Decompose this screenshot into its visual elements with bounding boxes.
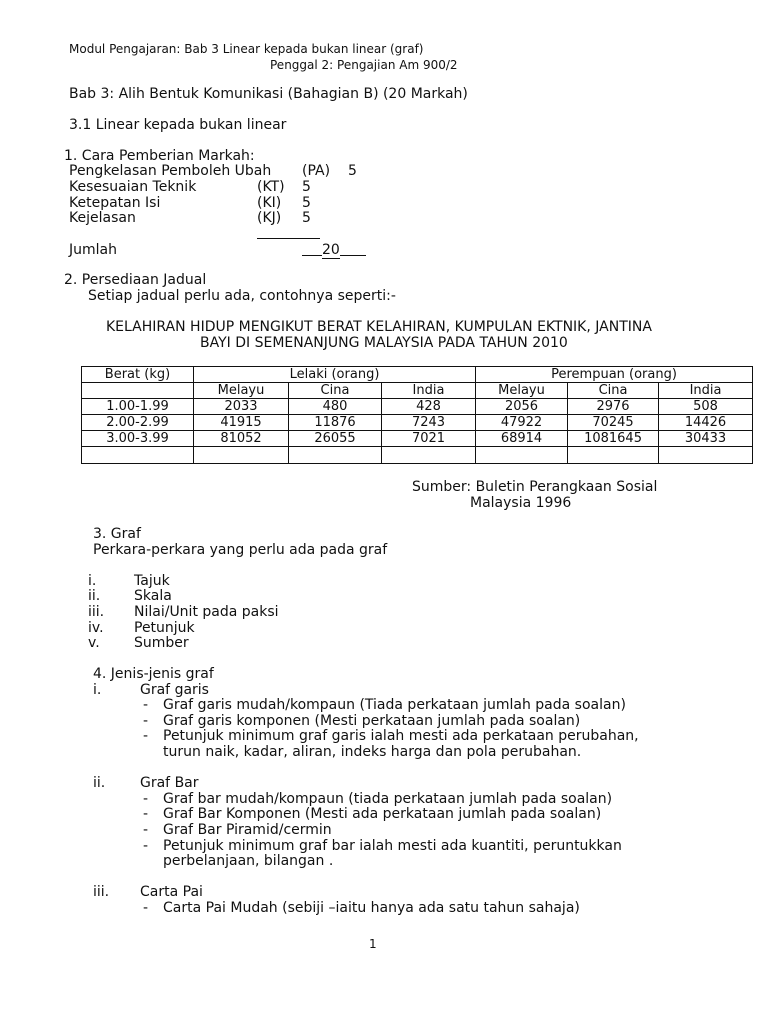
- table-cell: 3.00-3.99: [82, 431, 194, 447]
- bullet-dash: -: [143, 806, 149, 822]
- header-weight: Berat (kg): [82, 367, 194, 383]
- graph-item-num: v.: [88, 635, 100, 651]
- table-cell: [659, 447, 753, 464]
- total-value-wrap: [302, 242, 366, 259]
- table-cell: [194, 447, 289, 464]
- table-cell: 47922: [476, 415, 568, 431]
- bullet-dash: -: [143, 697, 149, 713]
- marking-code-kj: (KJ): [257, 210, 282, 226]
- graph-item-num: iii.: [88, 604, 105, 620]
- marking-mark-kt: 5: [302, 179, 311, 195]
- table-cell: 11876: [289, 415, 382, 431]
- bar-graph-bullet: Graf bar mudah/kompaun (tiada perkataan jumlah pada soalan): [163, 791, 613, 807]
- marking-code-ki: (KI): [257, 195, 282, 211]
- subheader-cell: India: [659, 383, 753, 399]
- table-cell: 508: [659, 399, 753, 415]
- table-cell: 14426: [659, 415, 753, 431]
- table-cell: 1081645: [568, 431, 659, 447]
- marking-code-kt: (KT): [257, 179, 285, 195]
- subtotal-rule: [257, 238, 320, 239]
- line-graph-bullet: Graf garis mudah/kompaun (Tiada perkataan jumlah pada soalan): [163, 697, 626, 713]
- table-cell: [476, 447, 568, 464]
- table-title-line2: BAYI DI SEMENANJUNG MALAYSIA PADA TAHUN 2010: [200, 335, 568, 351]
- table-header-row: [82, 367, 753, 383]
- graph-item-num: ii.: [88, 588, 101, 604]
- term-header: Penggal 2: Pengajian Am 900/2: [270, 58, 458, 72]
- table-cell: 26055: [289, 431, 382, 447]
- pie-chart-num: iii.: [93, 884, 110, 900]
- table-cell: 7243: [382, 415, 476, 431]
- section-title: 3.1 Linear kepada bukan linear: [69, 117, 287, 133]
- table-cell: 68914: [476, 431, 568, 447]
- table-cell: 2033: [194, 399, 289, 415]
- marking-label-kj: Kejelasan: [69, 210, 136, 226]
- bullet-dash: -: [143, 728, 149, 744]
- bar-graph-continuation: perbelanjaan, bilangan .: [163, 853, 334, 869]
- line-graph-bullet: Petunjuk minimum graf garis ialah mesti ada perkataan perubahan,: [163, 728, 639, 744]
- table-cell: [82, 447, 194, 464]
- marking-mark-kj: 5: [302, 210, 311, 226]
- bar-graph-num: ii.: [93, 775, 106, 791]
- table-section-heading: 2. Persediaan Jadual: [64, 272, 207, 288]
- total-blank-right: [340, 242, 366, 256]
- line-graph-title: Graf garis: [140, 682, 209, 698]
- header-female: Perempuan (orang): [476, 367, 753, 383]
- graph-heading: 3. Graf: [93, 526, 141, 542]
- bullet-dash: -: [143, 791, 149, 807]
- marking-heading: 1. Cara Pemberian Markah:: [64, 148, 255, 164]
- bullet-dash: -: [143, 713, 149, 729]
- header-male: Lelaki (orang): [194, 367, 476, 383]
- total-value: 20: [322, 242, 340, 258]
- table-cell: 81052: [194, 431, 289, 447]
- module-header: Modul Pengajaran: Bab 3 Linear kepada bukan linear (graf): [69, 42, 424, 56]
- subheader-cell: India: [382, 383, 476, 399]
- table-cell: [382, 447, 476, 464]
- table-cell: 1.00-1.99: [82, 399, 194, 415]
- line-graph-num: i.: [93, 682, 102, 698]
- marking-mark-ki: 5: [302, 195, 311, 211]
- table-cell: 30433: [659, 431, 753, 447]
- birth-weight-table: [81, 366, 753, 464]
- marking-code-pa: (PA): [302, 163, 331, 179]
- bar-graph-bullet: Petunjuk minimum graf bar ialah mesti ada kuantiti, peruntukkan: [163, 838, 622, 854]
- source-line1: Sumber: Buletin Perangkaan Sosial: [412, 479, 658, 495]
- subheader-cell: Cina: [568, 383, 659, 399]
- bullet-dash: -: [143, 838, 149, 854]
- graph-item-text: Petunjuk: [134, 620, 195, 636]
- table-cell: [568, 447, 659, 464]
- table-cell: [289, 447, 382, 464]
- table-cell: 480: [289, 399, 382, 415]
- bar-graph-bullet: Graf Bar Piramid/cermin: [163, 822, 332, 838]
- graph-item-text: Skala: [134, 588, 172, 604]
- table-title-line1: KELAHIRAN HIDUP MENGIKUT BERAT KELAHIRAN, KUMPULAN EKTNIK, JANTINA: [106, 319, 652, 335]
- table-row: [82, 431, 753, 447]
- graph-item-text: Nilai/Unit pada paksi: [134, 604, 279, 620]
- table-cell: 7021: [382, 431, 476, 447]
- graph-item-num: i.: [88, 573, 97, 589]
- bullet-dash: -: [143, 900, 149, 916]
- subheader-empty: [82, 383, 194, 399]
- marking-label-kt: Kesesuaian Teknik: [69, 179, 197, 195]
- subheader-cell: Melayu: [194, 383, 289, 399]
- line-graph-bullet: Graf garis komponen (Mesti perkataan jumlah pada soalan): [163, 713, 581, 729]
- table-empty-row: [82, 447, 753, 464]
- line-graph-continuation: turun naik, kadar, aliran, indeks harga dan pola perubahan.: [163, 744, 582, 760]
- pie-chart-title: Carta Pai: [140, 884, 203, 900]
- pie-chart-bullet: Carta Pai Mudah (sebiji –iaitu hanya ada satu tahun sahaja): [163, 900, 580, 916]
- page-number: 1: [369, 937, 377, 951]
- table-cell: 2056: [476, 399, 568, 415]
- table-subheader-row: [82, 383, 753, 399]
- table-cell: 41915: [194, 415, 289, 431]
- graph-item-num: iv.: [88, 620, 104, 636]
- table-cell: 2.00-2.99: [82, 415, 194, 431]
- total-label: Jumlah: [69, 242, 117, 258]
- table-row: [82, 415, 753, 431]
- source-line2: Malaysia 1996: [470, 495, 572, 511]
- marking-mark-pa: 5: [348, 163, 357, 179]
- chapter-title: Bab 3: Alih Bentuk Komunikasi (Bahagian B) (20 Markah): [69, 86, 468, 102]
- bar-graph-bullet: Graf Bar Komponen (Mesti ada perkataan jumlah pada soalan): [163, 806, 602, 822]
- table-row: [82, 399, 753, 415]
- bullet-dash: -: [143, 822, 149, 838]
- types-heading: 4. Jenis-jenis graf: [93, 666, 214, 682]
- table-cell: 2976: [568, 399, 659, 415]
- graph-intro: Perkara-perkara yang perlu ada pada graf: [93, 542, 388, 558]
- subheader-cell: Melayu: [476, 383, 568, 399]
- subheader-cell: Cina: [289, 383, 382, 399]
- graph-item-text: Sumber: [134, 635, 189, 651]
- bar-graph-title: Graf Bar: [140, 775, 199, 791]
- table-cell: 70245: [568, 415, 659, 431]
- total-blank-left: [302, 242, 322, 256]
- marking-label-pa: Pengkelasan Pemboleh Ubah: [69, 163, 272, 179]
- table-cell: 428: [382, 399, 476, 415]
- graph-item-text: Tajuk: [134, 573, 170, 589]
- marking-label-ki: Ketepatan Isi: [69, 195, 161, 211]
- table-intro: Setiap jadual perlu ada, contohnya seperti:-: [88, 288, 396, 304]
